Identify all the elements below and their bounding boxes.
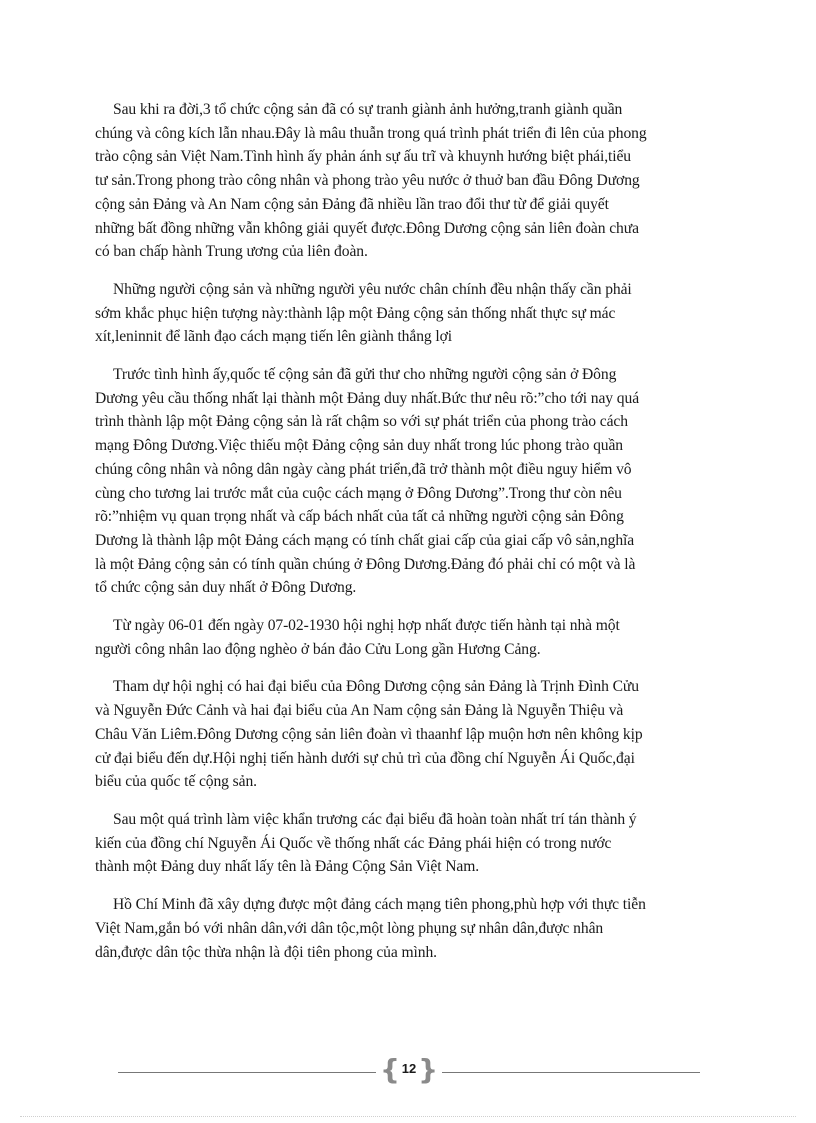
text-line: trình thành lập một Đảng cộng sản là rất chậm so với sự phát triển của phong trào cách xyxy=(95,413,628,431)
page-bottom-border xyxy=(20,1116,796,1117)
text-line: người công nhân lao động nghèo ở bán đảo Cửu Long gần Hương Cảng. xyxy=(95,640,541,658)
document-body xyxy=(95,98,735,978)
text-line: Dương là thành lập một Đảng cách mạng có tính chất giai cấp của giai cấp vô sản,nghĩa xyxy=(95,531,635,549)
text-line: tư sản.Trong phong trào công nhân và phong trào yêu nước ở thuở ban đầu Đông Dương xyxy=(95,172,640,190)
text-line: là một Đảng cộng sản có tính quần chúng ở Đông Dương.Đảng đó phải chỉ có một và là xyxy=(95,555,636,573)
text-line: Những người cộng sản và những người yêu nước chân chính đều nhận thấy cần phải xyxy=(113,280,632,298)
text-line: những bất đồng những vẫn không giải quyết được.Đông Dương cộng sản liên đoàn chưa xyxy=(95,219,639,237)
text-line: Trước tình hình ấy,quốc tế cộng sản đã gửi thư cho những người cộng sản ở Đông xyxy=(113,366,617,384)
paragraph xyxy=(95,363,735,600)
paragraph xyxy=(95,893,735,964)
text-line: kiến của đồng chí Nguyễn Ái Quốc về thống nhất các Đảng phái hiện có trong nước xyxy=(95,834,612,852)
text-line: cộng sản Đảng và An Nam cộng sản Đảng đã nhiều lần trao đổi thư từ để giải quyết xyxy=(95,195,609,213)
paragraph xyxy=(95,278,735,349)
text-line: thành một Đảng duy nhất lấy tên là Đảng Cộng Sản Việt Nam. xyxy=(95,858,480,876)
text-line: trào cộng sản Việt Nam.Tình hình ấy phản ánh sự ấu trĩ và khuynh hướng biệt phái,tiểu xyxy=(95,148,631,166)
text-line: cùng cho tương lai trước mắt của cuộc cách mạng ở Đông Dương”.Trong thư còn nêu xyxy=(95,484,622,502)
paragraph xyxy=(95,98,735,264)
text-line: Dương yêu cầu thống nhất lại thành một Đảng duy nhất.Bức thư nêu rõ:”cho tới nay quá xyxy=(95,389,640,407)
page-number: 12 xyxy=(401,1061,417,1076)
text-line: có ban chấp hành Trung ương của liên đoàn. xyxy=(95,243,368,261)
text-line: chúng và công kích lẫn nhau.Đây là mâu thuẫn trong quá trình phát triển đi lên của phong xyxy=(95,124,647,142)
text-line: mạng Đông Dương.Việc thiếu một Đảng cộng sản duy nhất trong lúc phong trào quần xyxy=(95,437,623,455)
footer-rule-left xyxy=(118,1072,376,1073)
page-number-frame xyxy=(380,1053,438,1086)
text-line: Châu Văn Liêm.Đông Dương cộng sản liên đoàn vì thaanhf lập muộn hơn nên không kịp xyxy=(95,725,643,743)
text-line: Sau khi ra đời,3 tổ chức cộng sản đã có sự tranh giành ảnh hưởng,tranh giành quần xyxy=(113,101,623,118)
text-line: xít,leninnit để lãnh đạo cách mạng tiến lên giành thắng lợi xyxy=(95,328,453,346)
text-line: Việt Nam,gắn bó với nhân dân,với dân tộc,một lòng phụng sự nhân dân,được nhân xyxy=(95,919,604,937)
right-bracket-icon: } xyxy=(418,1053,438,1086)
text-line: dân,được dân tộc thừa nhận là đội tiên phong của mình. xyxy=(95,943,437,961)
paragraph xyxy=(95,808,735,879)
text-line: chúng công nhân và nông dân ngày càng phát triển,đã trở thành một điều nguy hiểm vô xyxy=(95,460,632,478)
text-line: Sau một quá trình làm việc khẩn trương các đại biểu đã hoàn toàn nhất trí tán thành ý xyxy=(113,810,637,828)
text-line: rõ:”nhiệm vụ quan trọng nhất và cấp bách nhất của tất cả những người cộng sản Đông xyxy=(95,508,624,526)
text-line: cử đại biểu đến dự.Hội nghị tiến hành dưới sự chủ trì của đồng chí Nguyễn Ái Quốc,đại xyxy=(95,749,635,767)
left-bracket-icon: { xyxy=(380,1053,400,1086)
text-line: Từ ngày 06-01 đến ngày 07-02-1930 hội nghị hợp nhất được tiến hành tại nhà một xyxy=(113,617,620,635)
footer-rule-right xyxy=(442,1072,700,1073)
text-line: Hồ Chí Minh đã xây dựng được một đảng cách mạng tiên phong,phù hợp với thực tiễn xyxy=(113,896,646,914)
text-line: sớm khắc phục hiện tượng này:thành lập một Đảng cộng sản thống nhất thực sự mác xyxy=(95,304,616,322)
paragraph xyxy=(95,675,735,794)
text-line: biểu của quốc tế cộng sản. xyxy=(95,773,257,791)
text-line: tổ chức cộng sản duy nhất ở Đông Dương. xyxy=(95,579,357,597)
text-line: Tham dự hội nghị có hai đại biểu của Đông Dương cộng sản Đảng là Trịnh Đình Cửu xyxy=(113,678,639,696)
paragraph xyxy=(95,614,735,661)
text-line: và Nguyễn Đức Cảnh và hai đại biểu của An Nam cộng sản Đảng là Nguyễn Thiệu và xyxy=(95,702,624,720)
